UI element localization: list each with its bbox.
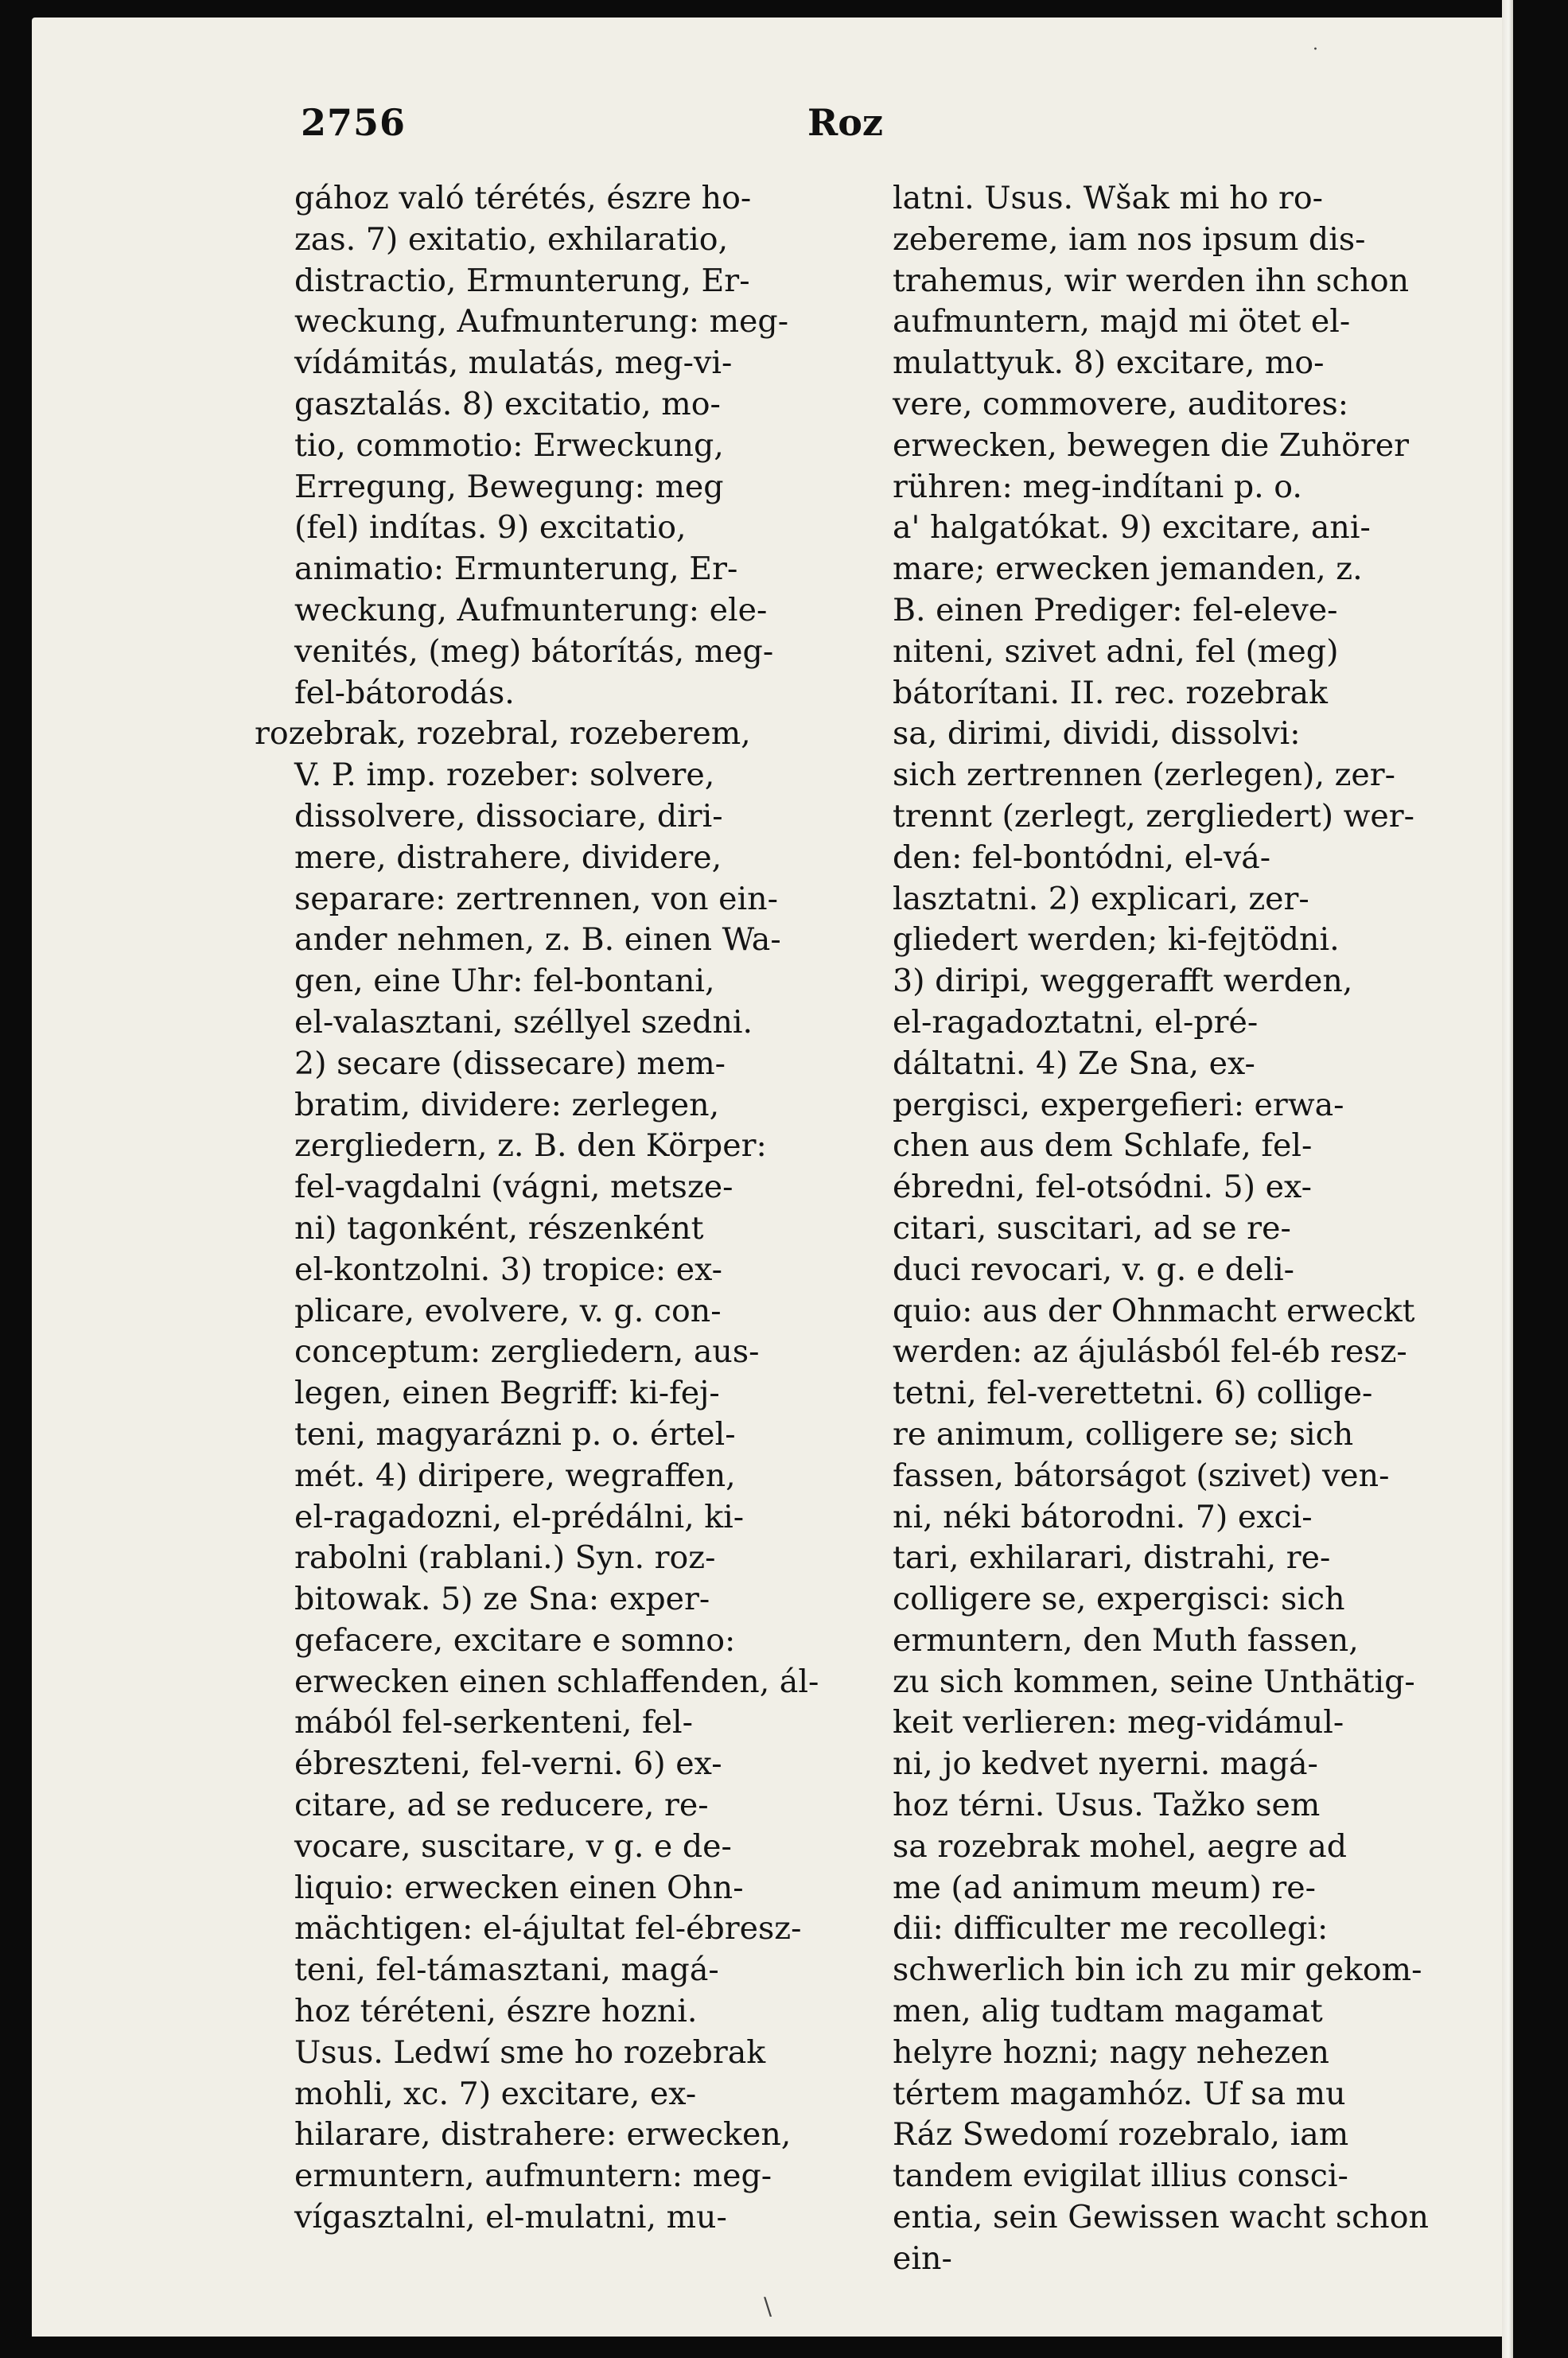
text-line: keit verlieren: meg-vidámul- [893, 1704, 1344, 1741]
text-line: distractio, Ermunterung, Er- [294, 262, 750, 299]
text-line: vídámitás, mulatás, meg-vi- [294, 344, 733, 382]
text-line: zergliedern, z. B. den Körper: [294, 1127, 767, 1165]
text-line: dáltatni. 4) Ze Sna, ex- [893, 1045, 1255, 1082]
text-line: den: fel-bontódni, el-vá- [893, 839, 1271, 876]
text-line: gefacere, excitare e somno: [294, 1621, 736, 1659]
text-line: trahemus, wir werden ihn schon [893, 262, 1410, 299]
text-line: erwecken einen schlaffenden, ál- [294, 1663, 819, 1700]
text-line: ébreszteni, fel-verni. 6) ex- [294, 1745, 722, 1783]
text-line: schwerlich bin ich zu mir gekom- [893, 1951, 1422, 1989]
text-line: bitowak. 5) ze Sna: exper- [294, 1581, 710, 1618]
text-line: mét. 4) diripere, wegraffen, [294, 1457, 736, 1494]
text-line: dii: difficulter me recollegi: [893, 1910, 1329, 1947]
text-line: ermuntern, den Muth fassen, [893, 1621, 1359, 1659]
text-line: bátorítani. II. rec. rozebrak [893, 674, 1328, 711]
text-line: rozebrak, rozebral, rozeberem, [255, 715, 751, 753]
text-line: colligere se, expergisci: sich [893, 1581, 1345, 1618]
text-line: citare, ad se reducere, re- [294, 1787, 709, 1824]
page-number: 2756 [301, 101, 407, 144]
text-line: mohli, xc. 7) excitare, ex- [294, 2075, 697, 2112]
text-line: vocare, suscitare, v g. e de- [294, 1827, 732, 1865]
text-line: hoz térni. Usus. Tažko sem [893, 1787, 1321, 1824]
text-line: tari, exhilarari, distrahi, re- [893, 1539, 1331, 1577]
text-line: mächtigen: el-ájultat fel-ébresz- [294, 1910, 802, 1947]
text-line: teni, fel-támasztani, magá- [294, 1951, 719, 1989]
text-line: rühren: meg-indítani p. o. [893, 468, 1302, 505]
text-line: B. einen Prediger: fel-eleve- [893, 591, 1338, 628]
text-line: 3) diripi, weggerafft werden, [893, 963, 1353, 1000]
text-line: erwecken, bewegen die Zuhörer [893, 426, 1410, 464]
text-line: re animum, colligere se; sich [893, 1415, 1354, 1453]
text-line: gliedert werden; ki-fejtödni. [893, 921, 1340, 959]
text-line: duci revocari, v. g. e deli- [893, 1251, 1295, 1288]
scan-border [1513, 0, 1568, 2358]
text-line: ni, jo kedvet nyerni. magá- [893, 1745, 1318, 1783]
text-line: pergisci, expergefieri: erwa- [893, 1086, 1344, 1123]
text-line: ermuntern, aufmuntern: meg- [294, 2158, 772, 2195]
text-line: el-valasztani, széllyel szedni. [294, 1003, 753, 1041]
text-line: V. P. imp. rozeber: solvere, [294, 757, 715, 794]
text-line: aufmuntern, majd mi ötet el- [893, 303, 1351, 340]
text-line: el-kontzolni. 3) tropice: ex- [294, 1251, 723, 1288]
text-line: gához való térétés, észre ho- [294, 180, 752, 216]
text-line: Usus. Ledwí sme ho rozebrak [294, 2033, 766, 2071]
text-line: men, alig tudtam magamat [893, 1993, 1323, 2030]
running-head: Roz [807, 101, 884, 144]
text-line: vígasztalni, el-mulatni, mu- [294, 2199, 727, 2236]
text-line: sa rozebrak mohel, aegre ad [893, 1827, 1348, 1865]
text-line: fassen, bátorságot (szivet) ven- [893, 1457, 1390, 1494]
text-line: trennt (zerlegt, zergliedert) wer- [893, 797, 1414, 835]
text-line: gen, eine Uhr: fel-bontani, [294, 963, 715, 1000]
text-line: fel-bátorodás. [294, 674, 515, 711]
text-line: ni, néki bátorodni. 7) exci- [893, 1498, 1313, 1535]
text-line: chen aus dem Schlafe, fel- [893, 1127, 1313, 1165]
text-line: el-ragadoztatni, el-pré- [893, 1003, 1259, 1041]
text-line: mere, distrahere, dividere, [294, 839, 722, 876]
text-line: a' halgatókat. 9) excitare, ani- [893, 509, 1371, 547]
text-line: Ráz Swedomí rozebralo, iam [893, 2116, 1349, 2154]
text-line: hilarare, distrahere: erwecken, [294, 2116, 792, 2154]
text-line: lasztatni. 2) explicari, zer- [893, 880, 1309, 917]
text-line: sa, dirimi, dividi, dissolvi: [893, 715, 1301, 753]
text-line: 2) secare (dissecare) mem- [294, 1045, 726, 1082]
right-column [893, 178, 1449, 2280]
page-edge [1502, 0, 1513, 2358]
text-line: tértem magamhóz. Uf sa mu [893, 2075, 1346, 2112]
text-line: niteni, szivet adni, fel (meg) [893, 632, 1339, 670]
text-line: el-ragadozni, el-prédálni, ki- [294, 1498, 745, 1535]
text-line: weckung, Aufmunterung: meg- [294, 303, 789, 340]
text-line: conceptum: zergliedern, aus- [294, 1333, 760, 1371]
text-line: fel-vagdalni (vágni, metsze- [294, 1169, 733, 1206]
scan-speck: · [1313, 40, 1318, 60]
text-line: rabolni (rablani.) Syn. roz- [294, 1539, 716, 1577]
text-line: tandem evigilat illius consci- [893, 2158, 1348, 2195]
text-line: liquio: erwecken einen Ohn- [294, 1869, 744, 1906]
text-line: zebereme, iam nos ipsum dis- [893, 220, 1366, 258]
text-line: tetni, fel-verettetni. 6) collige- [893, 1375, 1373, 1412]
text-line: ébredni, fel-otsódni. 5) ex- [893, 1169, 1312, 1206]
text-line: zu sich kommen, seine Unthätig- [893, 1663, 1415, 1700]
text-line: vere, commovere, auditores: [893, 385, 1349, 422]
text-line: mare; erwecken jemanden, z. [893, 551, 1363, 588]
text-line: separare: zertrennen, von ein- [294, 880, 778, 917]
text-line: helyre hozni; nagy nehezen [893, 2033, 1329, 2071]
text-line: animatio: Ermunterung, Er- [294, 551, 738, 588]
text-line: gasztalás. 8) excitatio, mo- [294, 385, 721, 422]
text-line: Erregung, Bewegung: meg [294, 468, 724, 505]
text-line: teni, magyarázni p. o. értel- [294, 1415, 736, 1453]
text-line: quio: aus der Ohnmacht erweckt [893, 1292, 1415, 1329]
text-line: weckung, Aufmunterung: ele- [294, 591, 768, 628]
text-line: ander nehmen, z. B. einen Wa- [294, 921, 781, 959]
text-line: entia, sein Gewissen wacht schon [893, 2199, 1429, 2236]
text-line: sich zertrennen (zerlegen), zer- [893, 757, 1395, 794]
text-line: ni) tagonként, részenként [294, 1209, 704, 1247]
text-line: werden: az ájulásból fel-éb resz- [893, 1333, 1407, 1371]
text-line: ein- [893, 2239, 952, 2277]
page-header [32, 18, 1513, 144]
text-line: zas. 7) exitatio, exhilaratio, [294, 220, 729, 258]
text-line: mulattyuk. 8) excitare, mo- [893, 344, 1325, 382]
scan-speck: \ [764, 2293, 772, 2321]
text-line: (fel) indítas. 9) excitatio, [294, 509, 687, 547]
text-line: dissolvere, dissociare, diri- [294, 797, 723, 835]
text-line: legen, einen Begriff: ki-fej- [294, 1375, 720, 1412]
text-line: latni. Usus. Wšak mi ho ro- [893, 180, 1323, 216]
text-line: plicare, evolvere, v. g. con- [294, 1292, 722, 1329]
text-line: me (ad animum meum) re- [893, 1869, 1317, 1906]
text-line: hoz téréteni, észre hozni. [294, 1993, 698, 2030]
text-line: mából fel-serkenteni, fel- [294, 1704, 693, 1741]
text-line: tio, commotio: Erweckung, [294, 426, 724, 464]
text-line: citari, suscitari, ad se re- [893, 1209, 1291, 1247]
scanned-page [32, 18, 1513, 2337]
text-line: bratim, dividere: zerlegen, [294, 1086, 720, 1123]
text-line: venités, (meg) bátorítás, meg- [294, 632, 774, 670]
left-column [255, 178, 851, 2239]
